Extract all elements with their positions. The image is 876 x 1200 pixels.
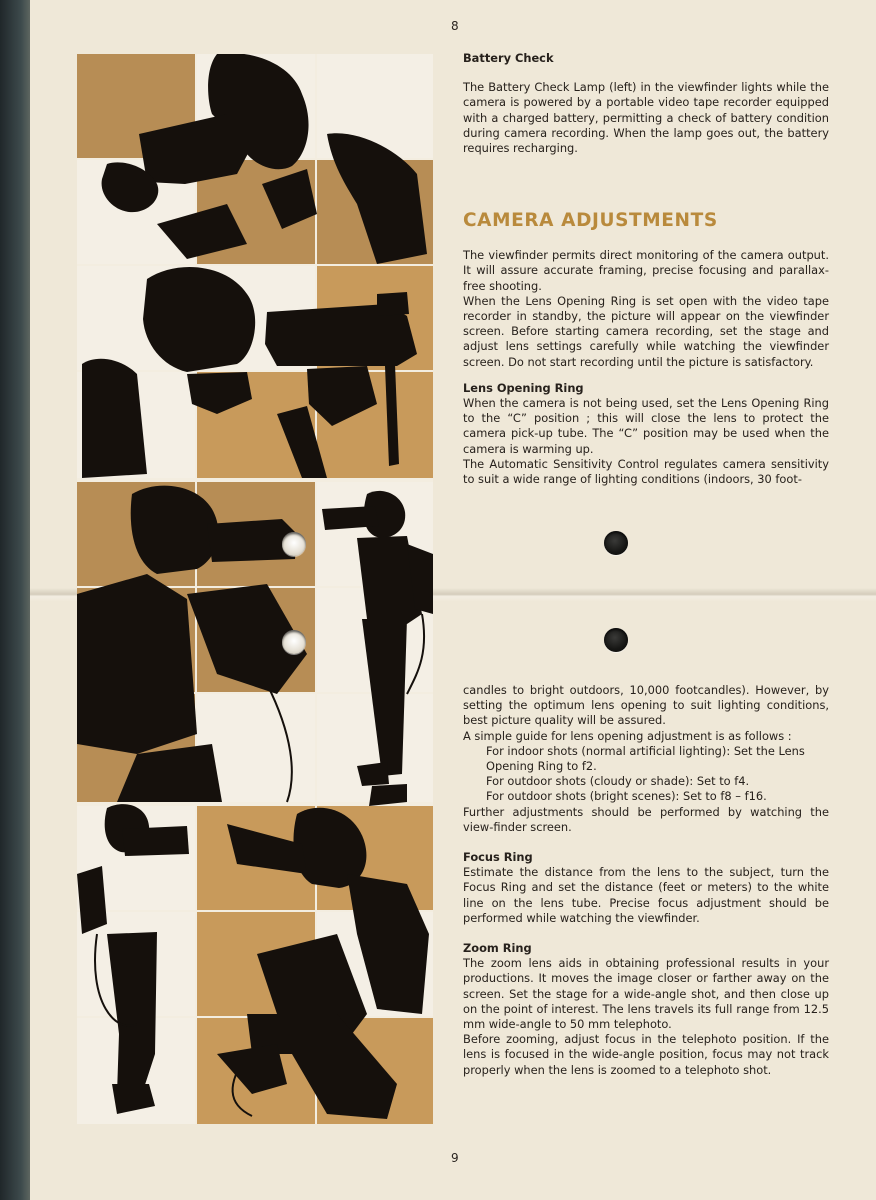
focus-ring-body: Estimate the distance from the lens to the subject, turn the Focus Ring and set the distance (feet or meters) to the white line on the lens tube. Precise focus adjustment should be performed while watching the viewfinder. xyxy=(463,865,829,925)
battery-check-heading: Battery Check xyxy=(463,51,554,65)
lens-guide-list xyxy=(463,744,829,805)
section-title: CAMERA ADJUSTMENTS xyxy=(463,210,718,231)
punch-hole-right-upper xyxy=(604,531,628,555)
camera-operator-illustration xyxy=(77,54,433,1124)
punch-hole-left-lower xyxy=(282,630,306,654)
lens-opening-paragraph-2-start: The Automatic Sensitivity Control regulates camera sensitivity to suit a wide range of lighting conditions (indoors, 30 foot- xyxy=(463,456,829,487)
page-number-bottom: 9 xyxy=(451,1151,460,1165)
punch-hole-left-upper xyxy=(282,532,306,556)
page-number-top: 8 xyxy=(451,19,460,33)
lens-opening-continued xyxy=(463,683,829,1078)
page-edge-shadow xyxy=(0,0,30,1200)
lens-opening-heading: Lens Opening Ring xyxy=(463,380,584,395)
camera-adjustments-section xyxy=(463,210,829,487)
zoom-ring-paragraph-2: Before zooming, adjust focus in the telephoto position. If the lens is focused in the wide-angle position, focus may not track properly when the lens is zoomed to a telephoto shot. xyxy=(463,1032,829,1077)
lens-guide-intro: A simple guide for lens opening adjustment is as follows : xyxy=(463,728,792,743)
punch-hole-right-lower xyxy=(604,628,628,652)
lens-guide-item: For outdoor shots (bright scenes): Set to f8 – f16. xyxy=(486,789,767,804)
intro-paragraph-2: When the Lens Opening Ring is set open with the video tape recorder in standby, the picture will appear on the viewfinder screen. Before starting camera recording, set the stage and adjust lens settings carefully while watching the viewfinder screen. Do not start recording until the picture is satisfactory. xyxy=(463,293,829,369)
lens-guide-item: For indoor shots (normal artificial lighting): Set the Lens Opening Ring to f2. xyxy=(486,743,805,774)
further-adjustments: Further adjustments should be performed by watching the view-finder screen. xyxy=(463,804,829,834)
silhouette-figures xyxy=(77,54,433,1124)
lens-guide-item: For outdoor shots (cloudy or shade): Set to f4. xyxy=(486,774,750,789)
focus-ring-heading: Focus Ring xyxy=(463,850,533,865)
intro-paragraph-1: The viewfinder permits direct monitoring of the camera output. It will assure accurate framing, precise focusing and parallax-free shooting. xyxy=(463,248,829,293)
battery-check-section xyxy=(463,51,829,156)
lens-opening-paragraph-2-end: candles to bright outdoors, 10,000 footcandles). However, by setting the optimum lens opening to suit lighting conditions, best picture quality will be assured. xyxy=(463,683,829,728)
zoom-ring-paragraph-1: The zoom lens aids in obtaining professional results in your productions. It moves the image closer or farther away on the screen. Set the stage for a wide-angle shot, and then close up on the point of interest. The lens travels its full range from 12.5 mm wide-angle to 50 mm telephoto. xyxy=(463,956,829,1032)
lens-opening-paragraph-1: When the camera is not being used, set the Lens Opening Ring to the “C” position ; this will close the lens to protect the camera pick-up tube. The “C” position may be used when the camera is warming up. xyxy=(463,396,829,456)
zoom-ring-heading: Zoom Ring xyxy=(463,941,532,956)
battery-check-body: The Battery Check Lamp (left) in the viewfinder lights while the camera is powered by a portable video tape recorder equipped with a charged battery, permitting a check of battery condition during camera recording. When the lamp goes out, the battery requires recharging. xyxy=(463,80,829,156)
